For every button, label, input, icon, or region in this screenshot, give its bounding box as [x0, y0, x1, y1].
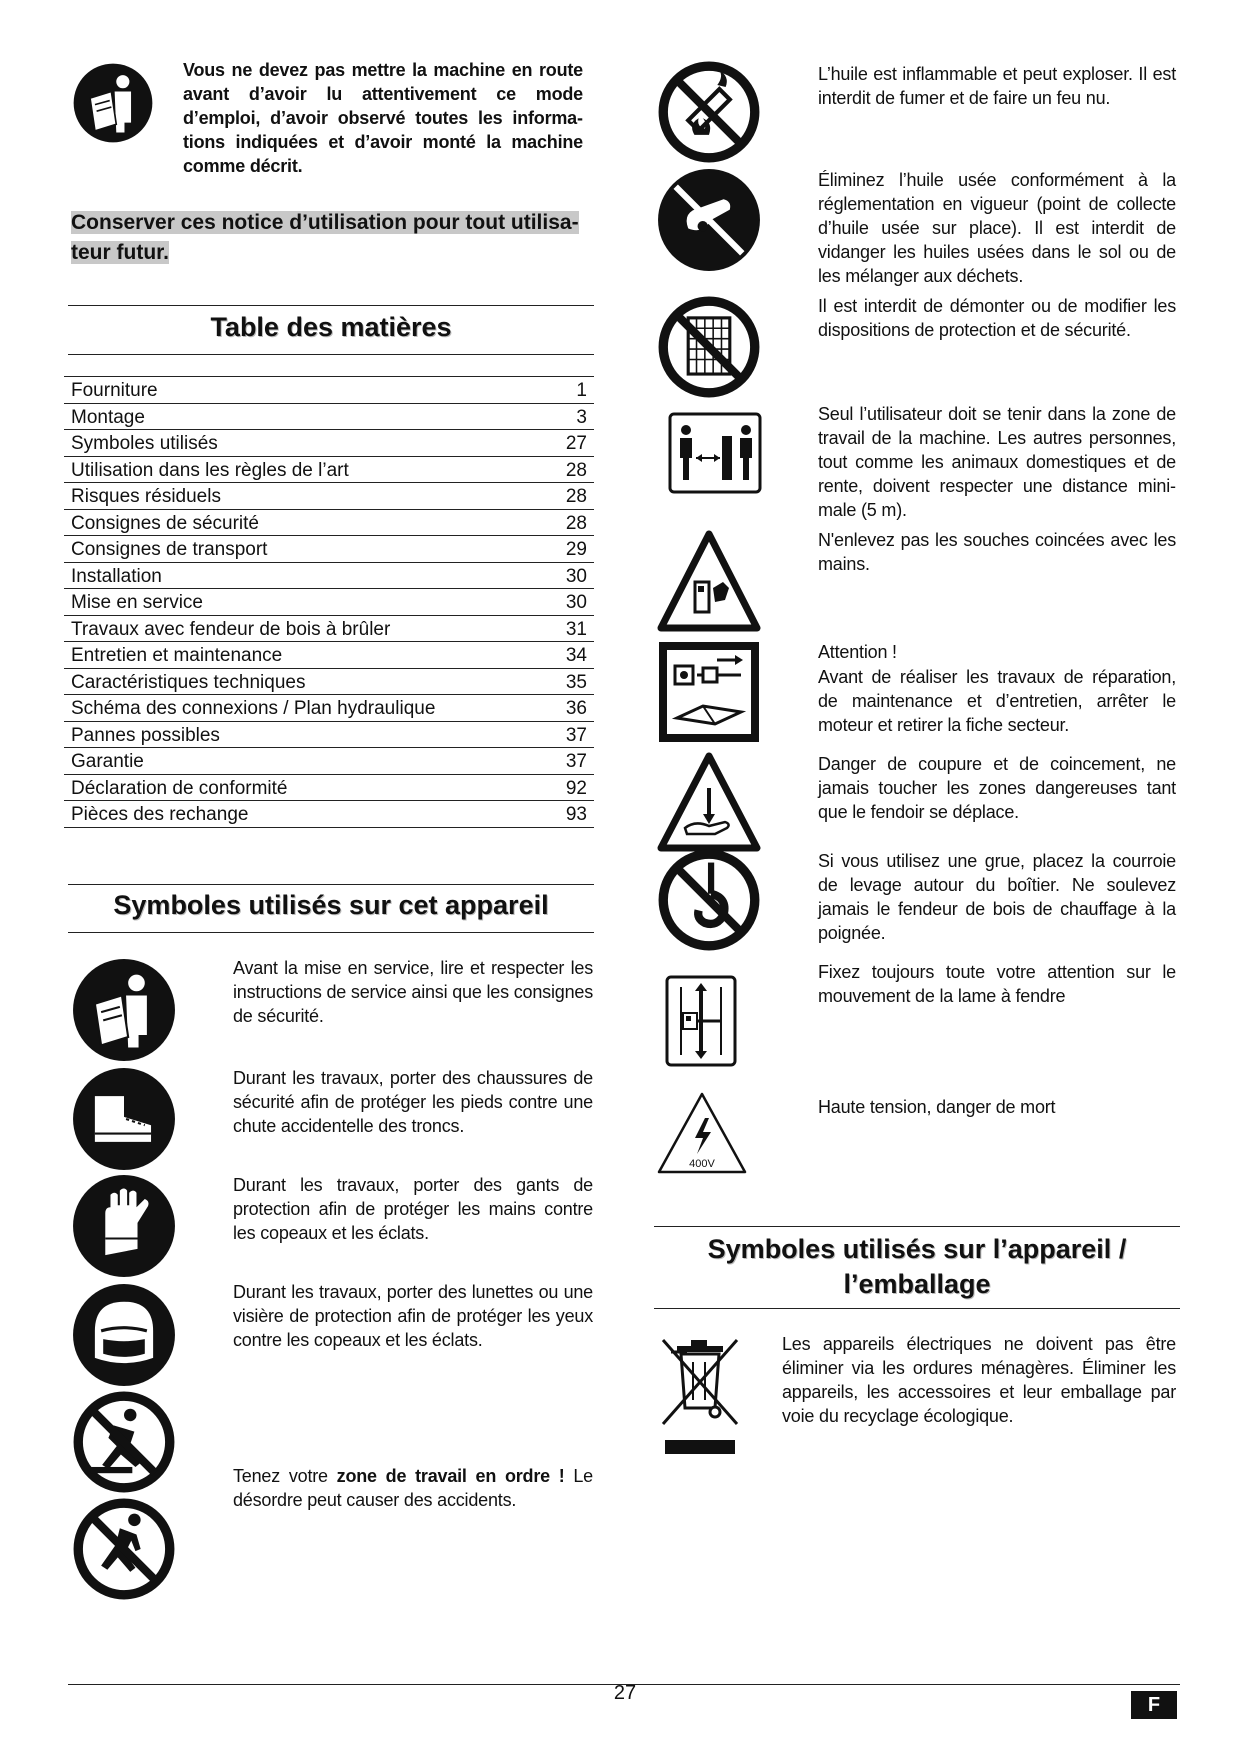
toc-row [64, 748, 594, 775]
toc-entry-label: Montage [71, 406, 145, 428]
gloves-icon [72, 1174, 176, 1278]
oil-flammable-text: L’huile est inflammable et peut exploser. Il est interdit de fumer et de faire un feu nu. [818, 64, 1176, 108]
safety-distance-icon [668, 412, 762, 494]
safety-shoes-icon [72, 1067, 176, 1171]
toc-entry-label: Risques résiduels [71, 486, 221, 507]
toc-entry-page: 31 [565, 618, 587, 640]
toc-entry-page: 37 [565, 751, 587, 772]
read-manual-icon [72, 62, 154, 144]
toc-entry-label: Schéma des connexions / Plan hydraulique [71, 698, 436, 719]
toc-entry-page: 30 [565, 592, 587, 613]
cutting-hazard-icon [657, 752, 761, 852]
toc-table [64, 376, 594, 828]
toc-entry-label: Utilisation dans les règles de l’art [71, 459, 349, 481]
no-tripping-icon [72, 1390, 176, 1494]
symbols-packaging-title-line2: l’emballage [843, 1269, 991, 1299]
toc-entry-page: 37 [565, 724, 587, 746]
read-manual-icon [72, 958, 176, 1062]
toc-entry-page: 3 [576, 406, 587, 428]
symbol-gloves-text: Durant les travaux, porter des gants de protection afin de protéger les mains contre les copeaux et les éclats. [233, 1175, 593, 1243]
stump-hand-warning-icon [657, 530, 761, 632]
symbol-visor-text: Durant les travaux, porter des lunettes ou une visière de protection afin de protéger les yeux contre les copeaux et les éclats. [233, 1282, 593, 1350]
keep-notice-text: Conserver ces notice d’utilisation pour tout utilisateur futur. [71, 211, 579, 264]
toc-row [64, 669, 594, 696]
toc-entry-page: 34 [565, 645, 587, 666]
toc-row [64, 589, 594, 616]
toc-row [64, 695, 594, 722]
toc-entry-page: 93 [565, 804, 587, 825]
symbols-device-title: Symboles utilisés sur cet appareil [113, 890, 549, 920]
toc-row [64, 430, 594, 457]
toc-title: Table des matières [210, 312, 452, 342]
toc-entry-label: Entretien et maintenance [71, 645, 283, 666]
no-modify-text: Il est interdit de démonter ou de modifier les dispositions de protection et de sécurité. [818, 296, 1176, 340]
high-voltage-icon [655, 1090, 749, 1176]
toc-row [64, 377, 594, 404]
toc-entry-label: Consignes de transport [71, 539, 268, 560]
toc-entry-label: Mise en service [71, 592, 203, 613]
symbols-packaging-title [654, 1232, 1180, 1302]
toc-entry-label: Caractéristiques techniques [71, 671, 306, 693]
toc-entry-label: Pannes possibles [71, 724, 220, 746]
toc-entry-page: 1 [576, 380, 587, 401]
toc-entry-label: Fourniture [71, 380, 158, 401]
page-number: 27 [613, 1682, 637, 1704]
attention-title: Attention ! [818, 642, 897, 662]
toc-row [64, 801, 594, 828]
blade-attention-text: Fixez toujours toute votre attention sur le mouvement de la lame à fendre [818, 962, 1176, 1006]
blade-movement-icon [665, 975, 737, 1067]
intro-warning-text: Vous ne devez pas mettre la machine en route avant d’avoir lu attentivement ce mode d’emploi, d’avoir observé toutes les informations indiquées et d’avoir monté la machine comme décrit. [183, 60, 583, 176]
no-oil-dumping-icon [657, 168, 761, 272]
visor-icon [72, 1283, 176, 1387]
toc-row [64, 483, 594, 510]
keep-notice [71, 208, 591, 268]
high-voltage-text: Haute tension, danger de mort [818, 1097, 1056, 1117]
workspace-order-text: Tenez votre zone de travail en ordre ! Le désordre peut causer des accidents. [233, 1466, 593, 1510]
language-badge: F [1131, 1691, 1177, 1719]
toc-entry-label: Déclaration de conformité [71, 777, 288, 799]
toc-row [64, 404, 594, 431]
toc-row [64, 536, 594, 563]
toc-row [64, 563, 594, 590]
symbols-packaging-title-line1: Symboles utilisés sur l’appareil / [707, 1234, 1127, 1264]
no-lifting-by-handle-icon [657, 848, 761, 952]
toc-row [64, 642, 594, 669]
toc-entry-label: Symboles utilisés [71, 433, 218, 454]
no-removing-guard-icon [657, 295, 761, 399]
symbol-read-manual-text: Avant la mise en service, lire et respecter les instructions de service ainsi que les consignes de sécurité. [233, 958, 593, 1026]
toc-row [64, 775, 594, 802]
toc-entry-page: 28 [565, 512, 587, 534]
weee-bin-icon [657, 1332, 743, 1458]
stumps-text: N'enlevez pas les souches coincées avec les mains. [818, 530, 1176, 574]
toc-row [64, 722, 594, 749]
toc-entry-label: Installation [71, 565, 162, 587]
toc-entry-page: 29 [565, 539, 587, 560]
toc-row [64, 457, 594, 484]
attention-text: Avant de réaliser les travaux de réparation, de maintenance et d’entretien, arrêter le moteur et retirer la fiche secteur. [818, 667, 1176, 735]
oil-disposal-text: Éliminez l’huile usée conformément à la réglementation en vigueur (point de collecte d’huile usée sur place). Il est interdit de vidanger les huiles usées dans le sol ou de les mélanger aux déchets. [818, 170, 1176, 286]
symbol-safety-shoes-text: Durant les travaux, porter des chaussures de sécurité afin de protéger les pieds contre une chute accidentelle des troncs. [233, 1068, 593, 1136]
toc-entry-label: Pièces des rechange [71, 804, 249, 825]
weee-text: Les appareils électriques ne doivent pas être éliminer via les ordures ménagères. Éliminer les appareils, les accessoires et leur emballage par voie du recyclage écologique. [782, 1334, 1176, 1426]
crane-text: Si vous utilisez une grue, placez la courroie de levage autour du boîtier. Ne soulevez jamais le fendeur de bois de chauffage à la poignée. [818, 851, 1176, 943]
cut-danger-text: Danger de coupure et de coincement, ne jamais toucher les zones dangereuses tant que le fendoir se déplace. [818, 754, 1176, 822]
voltage-label: 400V [689, 1158, 715, 1170]
operator-zone-text: Seul l’utilisateur doit se tenir dans la zone de travail de la machine. Les autres personnes, tout comme les animaux domestiques et de rente, doivent respecter une distance minimale (5 m). [818, 404, 1176, 520]
no-smoking-flame-icon [657, 60, 761, 164]
no-running-icon [72, 1497, 176, 1601]
unplug-before-maintenance-icon [657, 640, 761, 744]
toc-row [64, 510, 594, 537]
toc-entry-label: Consignes de sécurité [71, 512, 259, 534]
toc-entry-page: 28 [565, 459, 587, 481]
toc-entry-page: 36 [565, 698, 587, 719]
toc-entry-page: 30 [565, 565, 587, 587]
toc-entry-label: Garantie [71, 751, 144, 772]
toc-row [64, 616, 594, 643]
toc-entry-page: 27 [565, 433, 587, 454]
toc-entry-page: 35 [565, 671, 587, 693]
toc-entry-page: 92 [565, 777, 587, 799]
toc-entry-page: 28 [565, 486, 587, 507]
toc-entry-label: Travaux avec fendeur de bois à brûler [71, 618, 391, 640]
